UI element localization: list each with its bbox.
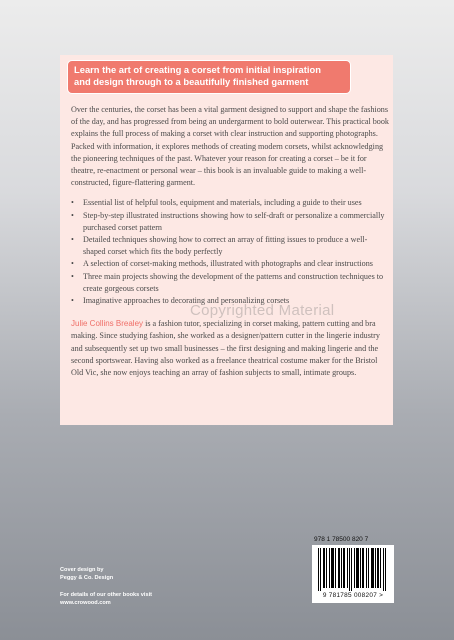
- list-item: • Detailed techniques showing how to correct an array of fitting issues to produce a well-shaped corset which fits the body perfectly: [71, 234, 389, 258]
- author-bio: [71, 318, 389, 379]
- copyright-watermark: Copyrighted Material: [190, 302, 335, 319]
- barcode: [312, 545, 394, 603]
- author-bio-text: is a fashion tutor, specializing in corset making, pattern cutting and bra making. Since studying fashion, she worked as a designer/pattern cutter in the lingerie industry and subsequently set up two small businesses – the first designing and making lingerie and the second sportswear. Having also worked as a freelance theatrical costume maker for the Bristol Old Vic, she now enjoys teaching an array of fashion subjects to small, intimate groups.: [71, 319, 380, 378]
- cover-design-credit: [60, 566, 113, 582]
- blurb-content: [71, 104, 389, 387]
- isbn-number: 978 1 78500 820 7: [314, 536, 369, 543]
- list-item: • Essential list of helpful tools, equipment and materials, including a guide to their uses: [71, 197, 389, 209]
- tagline-line-2: and design through to a beautifully finished garment: [74, 76, 309, 88]
- publisher-website: www.crowood.com: [60, 600, 111, 606]
- barcode-bars-icon: [312, 545, 394, 591]
- intro-paragraph: Over the centuries, the corset has been a vital garment designed to support and shape the fashions of the day, and has progressed from being an undergarment to bold outerwear. This practical book explains the full process of making a corset with clear instruction and supporting photographs. Packed with information, it explores methods of creating modern corsets, whilst acknowledging the pioneering techniques of the past. Whatever your reason for creating a corset – be it for theatre, re-enactment or personal wear – this book is an invaluable guide to making a well-constructed, figure-flattering garment.: [71, 105, 389, 188]
- list-item: • Imaginative approaches to decorating and personalizing corsets: [71, 295, 389, 307]
- author-name: Julie Collins Brealey: [71, 319, 144, 329]
- list-item: • Step-by-step illustrated instructions showing how to self-draft or personalize a commercially purchased corset pattern: [71, 210, 389, 234]
- cover-design-label: Cover design by: [60, 567, 104, 573]
- tagline-line-1: Learn the art of creating a corset from initial inspiration: [74, 64, 321, 75]
- cover-designer: Peggy & Co. Design: [60, 575, 114, 581]
- tagline-banner: [67, 60, 351, 94]
- feature-list: [71, 197, 389, 307]
- barcode-digits: 9 781785 008207 >: [322, 592, 384, 599]
- list-item: • A selection of corset-making methods, illustrated with photographs and clear instructions: [71, 258, 389, 270]
- list-item: • Three main projects showing the development of the patterns and construction techniques to create gorgeous corsets: [71, 271, 389, 295]
- publisher-info: [60, 591, 152, 607]
- publisher-info-text: For details of our other books visit: [60, 592, 152, 598]
